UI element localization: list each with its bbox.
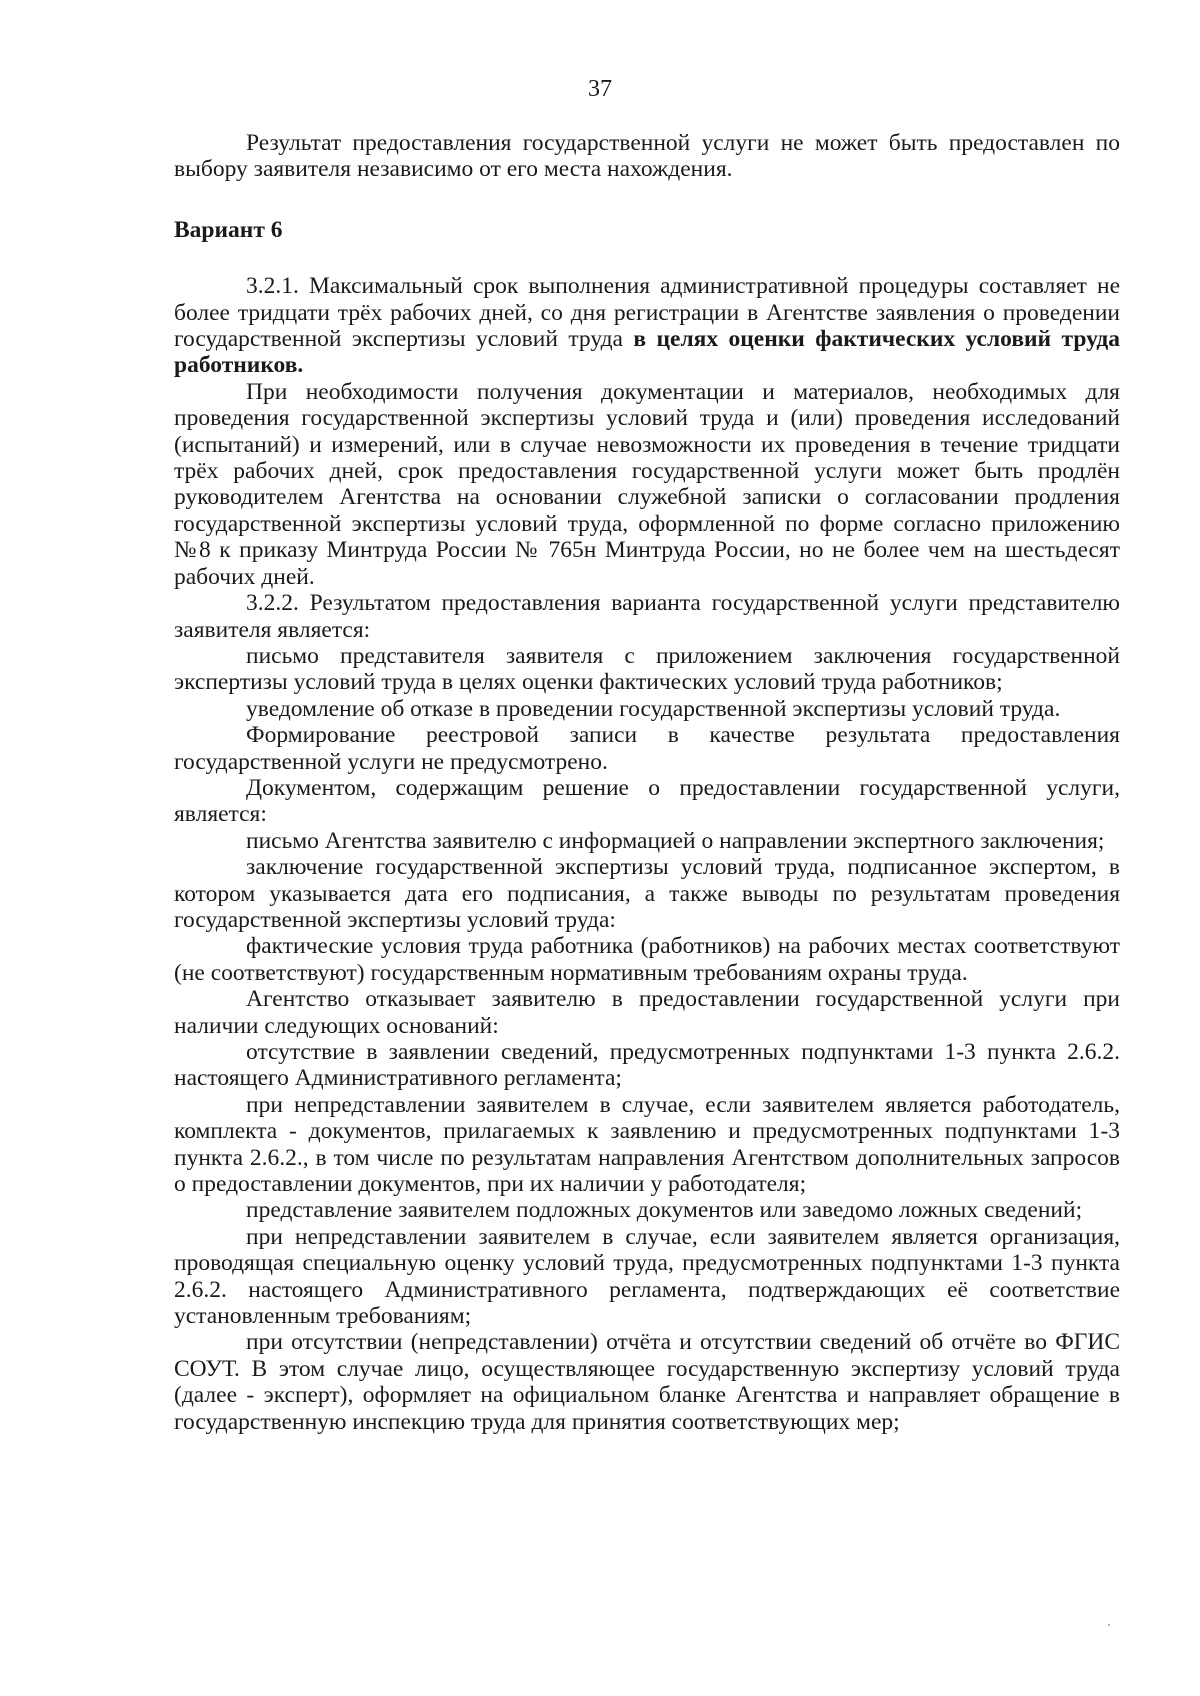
intro-paragraph: Результат предоставления государственной услуги не может быть предоставлен по выбору заявителя независимо от его места нахождения.	[174, 130, 1120, 183]
paragraph: Формирование реестровой записи в качестве результата предоставления государственной услуги не предусмотрено.	[174, 722, 1120, 775]
paragraph-3-2-1-bold: в целях оценки фактических условий труда работников.	[174, 326, 1120, 379]
paragraph: при непредставлении заявителем в случае, если заявителем является организация, проводящая специальную оценку условий труда, предусмотренных подпунктами 1-3 пункта 2.6.2. настоящего Административного регламента, подтверждающих её соответствие установленным требованиям;	[174, 1223, 1120, 1330]
paragraph: письмо представителя заявителя с приложением заключения государственной экспертизы условий труда в целях оценки фактических условий труда работников;	[174, 642, 1120, 696]
paragraph: При необходимости получения документации и материалов, необходимых для проведения государственной экспертизы условий труда и (или) проведения исследований (испытаний) и измерений, или в случае невозможности их проведения в течение тридцати трёх рабочих дней, срок предоставления государственной услуги может быть продлён руководителем Агентства на основании служебной записки о согласовании продления государственной экспертизы условий труда, оформленной по форме согласно приложению №8 к приказу Минтруда России № 765н Минтруда России, но не более чем на шестьдесят рабочих дней.	[174, 378, 1120, 590]
document-body	[174, 130, 1120, 1435]
paragraph: представление заявителем подложных документов или заведомо ложных сведений;	[246, 1197, 1083, 1224]
paragraph-3-2-1	[174, 273, 1120, 379]
paragraph: фактические условия труда работника (работников) на рабочих местах соответствуют (не соответствуют) государственным нормативным требованиям охраны труда.	[174, 933, 1120, 986]
paragraph: Агентство отказывает заявителю в предоставлении государственной услуги при наличии следующих оснований:	[174, 986, 1120, 1039]
paragraph: отсутствие в заявлении сведений, предусмотренных подпунктами 1-3 пункта 2.6.2. настоящего Административного регламента;	[174, 1039, 1120, 1092]
paragraph: письмо Агентства заявителю с информацией о направлении экспертного заключения;	[246, 827, 1105, 854]
paragraph: уведомление об отказе в проведении государственной экспертизы условий труда.	[246, 695, 1061, 722]
paragraph: 3.2.2. Результатом предоставления варианта государственной услуги представителю заявителя является:	[174, 590, 1120, 643]
paragraph: при отсутствии (непредставлении) отчёта и отсутствии сведений об отчёте во ФГИС СОУТ. В этом случае лицо, осуществляющее государственную экспертизу условий труда (далее - эксперт), оформляет на официальном бланке Агентства и направляет обращение в государственную инспекцию труда для принятия соответствующих мер;	[174, 1329, 1120, 1435]
page-number: 37	[588, 76, 612, 102]
section-heading: Вариант 6	[174, 216, 283, 243]
paragraph: при непредставлении заявителем в случае, если заявителем является работодатель, комплекта - документов, прилагаемых к заявлению и предусмотренных подпунктами 1-3 пункта 2.6.2., в том числе по результатам направления Агентством дополнительных запросов о предоставлении документов, при их наличии у работодателя;	[174, 1091, 1120, 1198]
paragraph: заключение государственной экспертизы условий труда, подписанное экспертом, в котором указывается дата его подписания, а также выводы по результатам проведения государственной экспертизы условий труда:	[174, 854, 1120, 933]
paragraph: Документом, содержащим решение о предоставлении государственной услуги, является:	[174, 774, 1120, 828]
scan-artifact	[1108, 1624, 1110, 1626]
paragraph-3-2-1-text: 3.2.1. Максимальный срок выполнения административной процедуры составляет не более тридцати трёх рабочих дней, со дня регистрации в Агентстве заявления о проведении государственной экспертизы условий труда	[174, 273, 1120, 353]
